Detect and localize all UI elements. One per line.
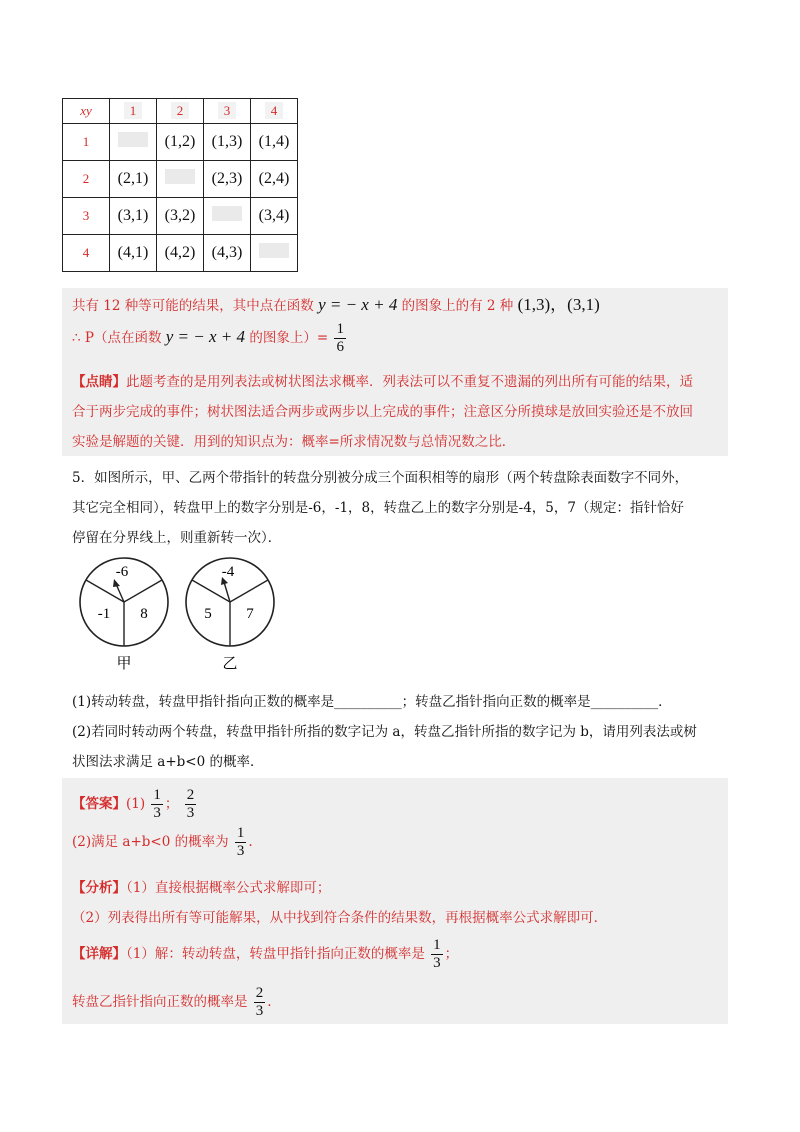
result-line: 共有 12 种等可能的结果，其中点在函数 y = − x + 4 的图象上的有 2 种 (1,3)，(3,1)	[72, 295, 600, 314]
detail-tag: 【详解】	[72, 946, 126, 962]
spinner-jia	[80, 558, 168, 672]
table-cell: (2,1)	[110, 161, 157, 198]
spinner-yi-top: -4	[221, 564, 235, 580]
table-cell: (3,1)	[110, 198, 157, 235]
comment-line-1: 【点睛】此题考查的是用列表法或树状图法求概率．列表法可以不重复不遗漏的列出所有可能的结果，适	[72, 374, 693, 390]
analysis-tag: 【分析】	[72, 880, 126, 896]
answer-tag: 【答案】	[72, 796, 126, 812]
row-header: 2	[63, 161, 110, 198]
table-cell: (3,4)	[251, 198, 298, 235]
table-cell	[204, 198, 251, 235]
analysis-line-1: 【分析】（1）直接根据概率公式求解即可；	[72, 880, 331, 896]
spinner-yi-left: 5	[204, 606, 212, 622]
row-header: 4	[63, 235, 110, 272]
table-cell: (4,1)	[110, 235, 157, 272]
table-cell	[157, 161, 204, 198]
spinner-yi	[186, 558, 274, 672]
table-cell: (1,4)	[251, 124, 298, 161]
row-header: 1	[63, 124, 110, 161]
col-header: 1	[110, 99, 157, 124]
table-header-row	[63, 99, 298, 124]
row-header: 3	[63, 198, 110, 235]
table-row	[63, 161, 298, 198]
detail-line-1: 【详解】（1）解：转动转盘，转盘甲指针指向正数的概率是 $\frac{1}{3}$ ；	[72, 937, 459, 971]
spinner-jia-right: 8	[140, 606, 148, 622]
problem-line-3: 停留在分界线上，则重新转一次）．	[72, 530, 282, 546]
question-2-line-1: (2)若同时转动两个转盘，转盘甲指针所指的数字记为 a，转盘乙指针所指的数字记为 b，请用列表法或树	[72, 724, 697, 740]
col-header: 4	[251, 99, 298, 124]
comment-line-3: 实验是解题的关键．用到的知识点为：概率=所求情况数与总情况数之比．	[72, 434, 516, 450]
table-cell: (3,2)	[157, 198, 204, 235]
table-cell: (1,3)	[204, 124, 251, 161]
problem-line-1: 5．如图所示，甲、乙两个带指针的转盘分别被分成三个面积相等的扇形（两个转盘除表面数字不同外，	[72, 470, 689, 486]
col-header: 3	[204, 99, 251, 124]
comment-line-2: 合于两步完成的事件；树状图法适合两步或两步以上完成的事件；注意区分所摸球是放回实验还是不放回	[72, 404, 693, 420]
table-cell: (2,4)	[251, 161, 298, 198]
analysis-line-2: （2）列表得出所有等可能解果，从中找到符合条件的结果数，再根据概率公式求解即可．	[72, 910, 608, 926]
spinner-jia-label: 甲	[116, 654, 132, 672]
table-cell: (2,3)	[204, 161, 251, 198]
table-corner-cell: xy	[63, 99, 110, 124]
table-cell: (1,2)	[157, 124, 204, 161]
answer-line-2: (2)满足 a+b<0 的概率为 $\frac{1}{3}$ .	[72, 825, 253, 859]
spinner-yi-right: 7	[246, 606, 254, 622]
outcome-table	[62, 98, 298, 272]
spinner-jia-top: -6	[115, 564, 129, 580]
table-cell	[251, 235, 298, 272]
table-row	[63, 235, 298, 272]
spinner-diagrams	[70, 550, 290, 680]
table-row	[63, 124, 298, 161]
table-cell: (4,2)	[157, 235, 204, 272]
col-header: 2	[157, 99, 204, 124]
comment-tag: 【点睛】	[72, 374, 126, 390]
problem-line-2: 其它完全相同），转盘甲上的数字分别是-6，-1，8，转盘乙上的数字分别是-4，5，7（规定：指针恰好	[72, 500, 684, 516]
spinner-jia-left: -1	[97, 606, 111, 622]
table-row	[63, 198, 298, 235]
spinner-yi-label: 乙	[222, 654, 238, 672]
answer-line-1: 【答案】(1) $\frac{1}{3}$ ； $\frac{2}{3}$	[72, 787, 195, 821]
table-cell: (4,3)	[204, 235, 251, 272]
detail-line-2: 转盘乙指针指向正数的概率是 $\frac{2}{3}$ .	[72, 985, 272, 1019]
table-cell	[110, 124, 157, 161]
question-2-line-2: 状图法求满足 a+b<0 的概率．	[72, 754, 264, 770]
probability-line: ∴ P（点在函数 y = − x + 4 的图象上）= $\frac{1}{6}$	[72, 321, 344, 355]
question-1: (1)转动转盘，转盘甲指针指向正数的概率是__________；转盘乙指针指向正数的概率是__________．	[72, 694, 672, 710]
